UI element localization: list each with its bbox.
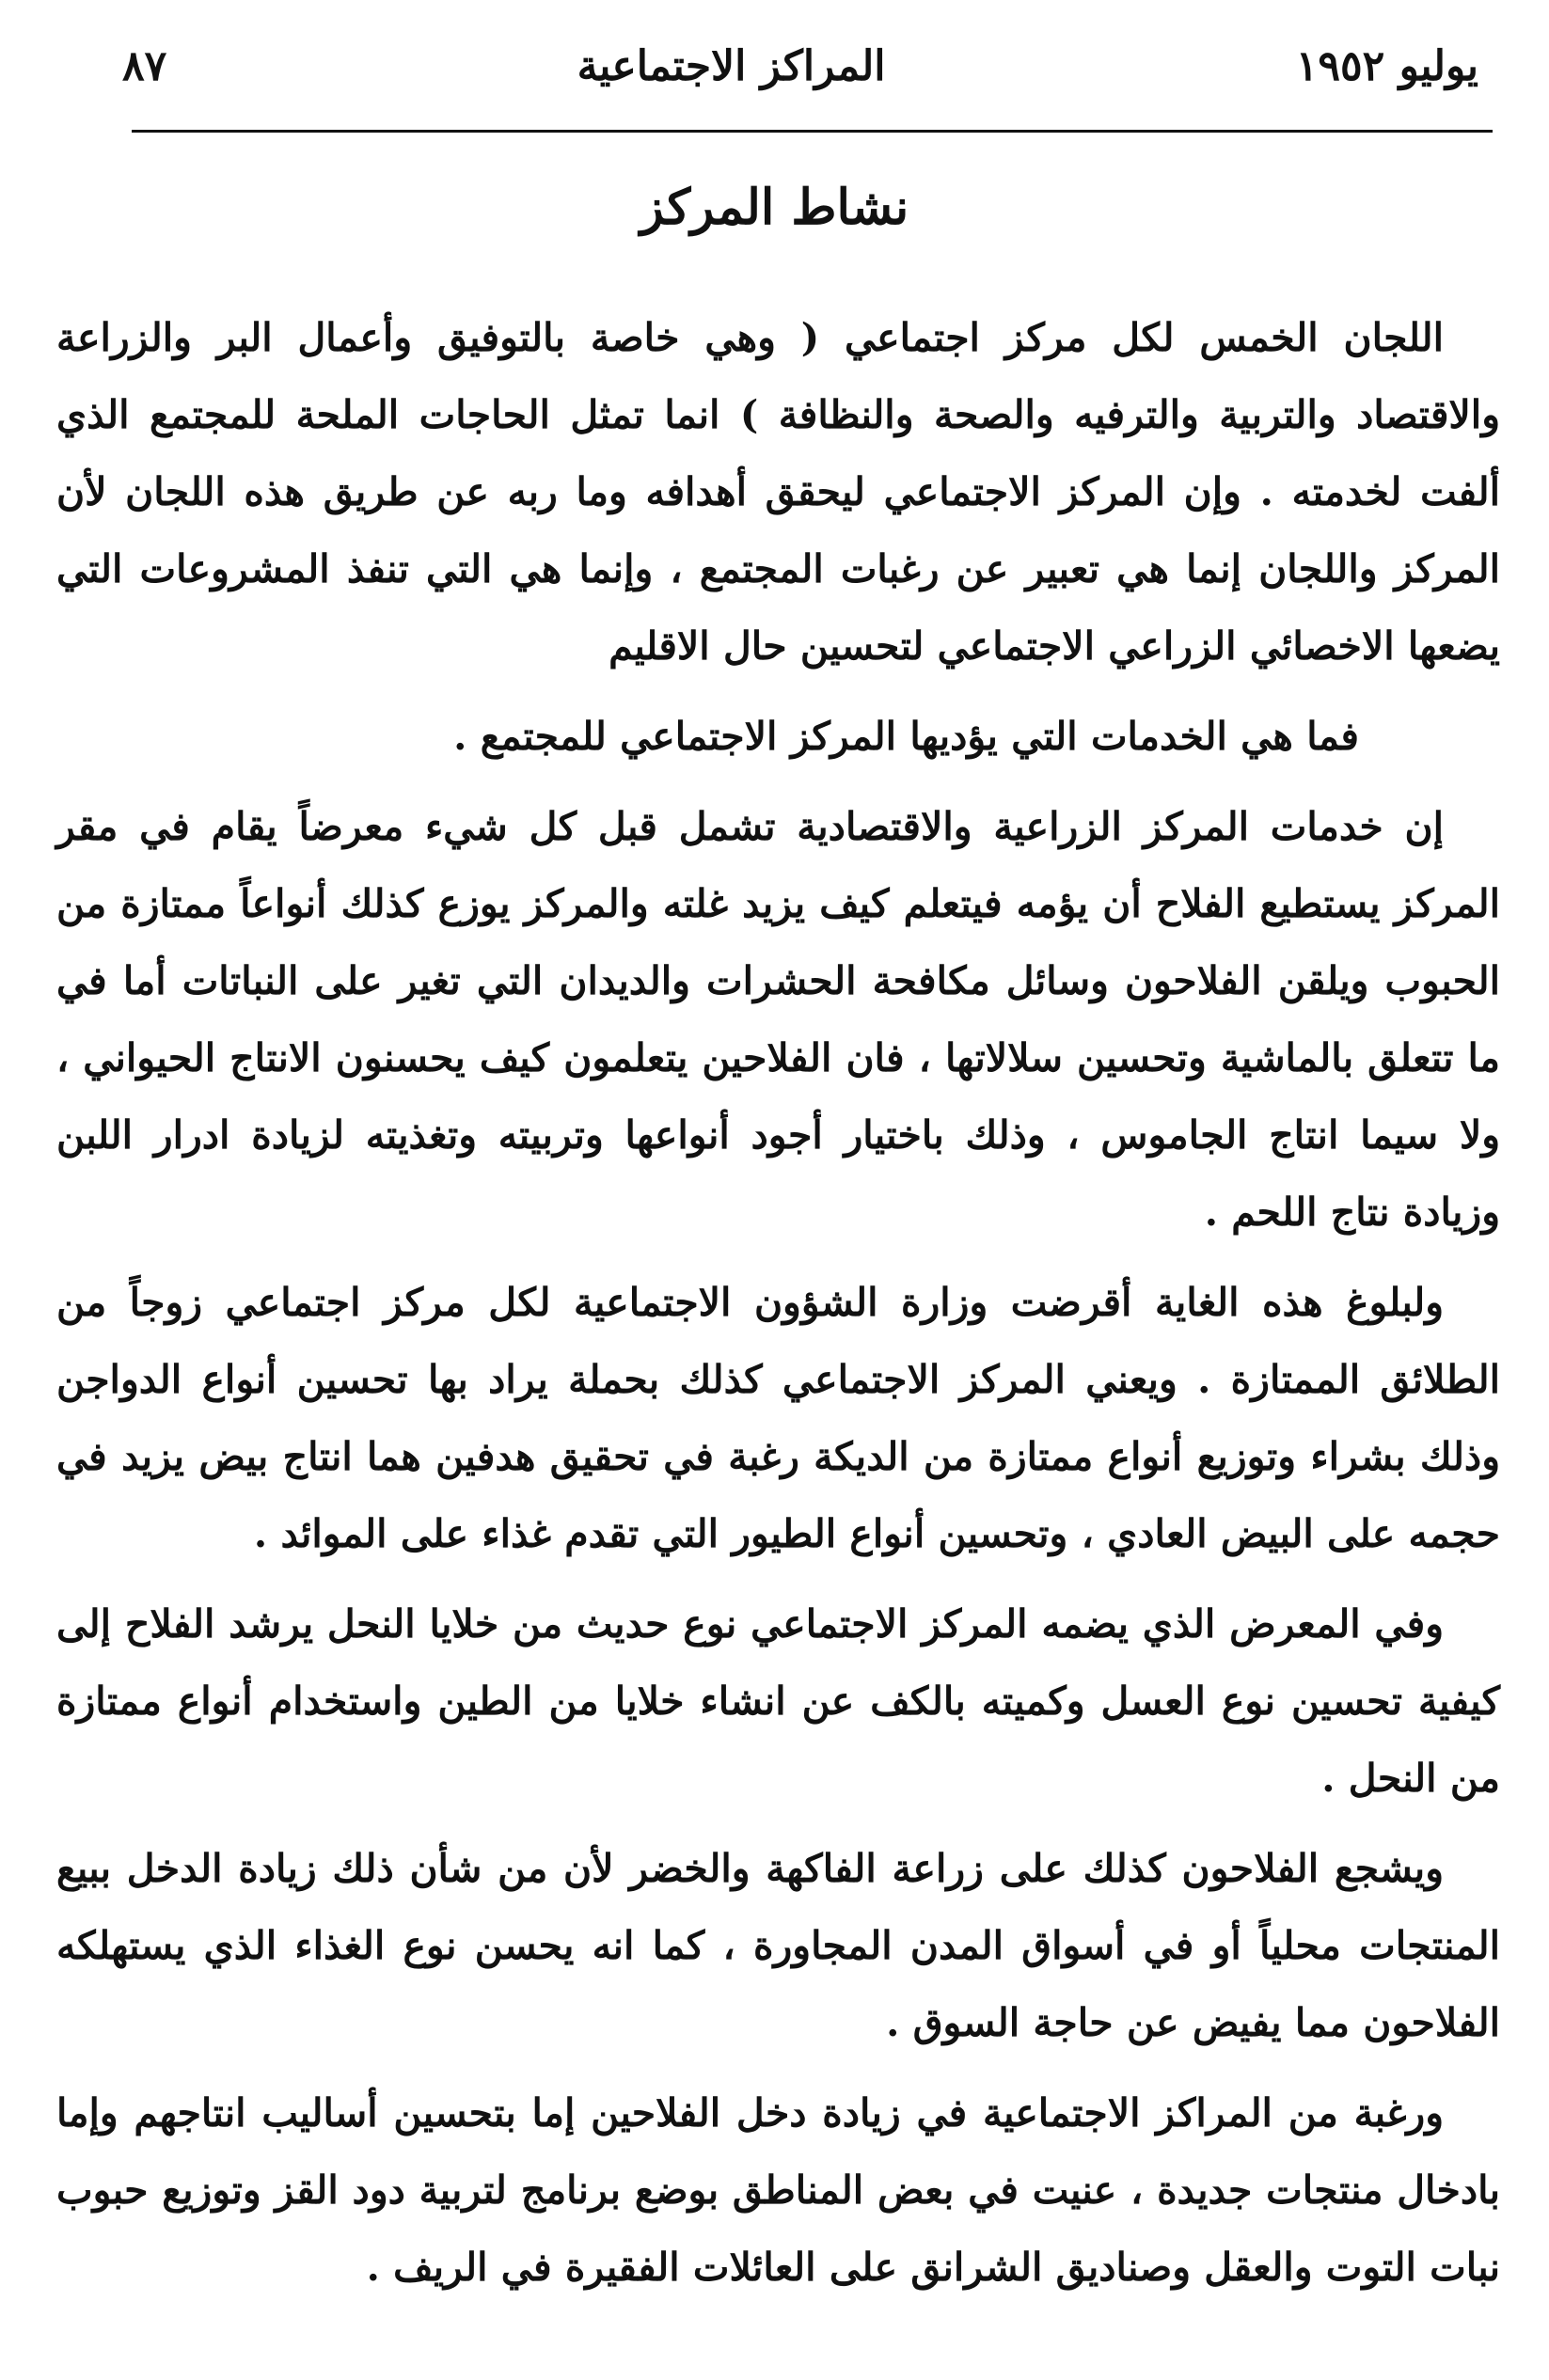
page-number: ٨٧ xyxy=(122,41,167,90)
paragraph-fruit-vegetables: ويشجع الفلاحون كذلك على زراعة الفاكهة والخضر لأن من شأن ذلك زيادة الدخل ببيع المنتجات محلياً أو في أسواق المدن المجاورة ، كما انه يحسن نوع الغذاء الذي يستهلكه الفلاحون مما يفيض عن حاجة السوق . xyxy=(56,1846,1500,2045)
section-title: نشاط المركز xyxy=(640,179,909,236)
header-title: المراكز الاجتماعية xyxy=(577,41,886,90)
header-date: يوليو ١٩٥٢ xyxy=(1295,41,1478,90)
paragraph-agricultural-services: إن خدمات المركز الزراعية والاقتصادية تشمل قبل كل شيء معرضاً يقام في مقر المركز يستطيع الفلاح أن يؤمه فيتعلم كيف يزيد غلته والمركز يوزع كذلك أنواعاً ممتازة من الحبوب ويلقن الفلاحون وسائل مكافحة الحشرات والديدان التي تغير على النباتات أما في ما تتعلق بالماشية وتحسين سلالاتها ، فان الفلاحين يتعلمون كيف يحسنون الانتاج الحيواني ، ولا سيما انتاج الجاموس ، وذلك باختيار أجود أنواعها وتربيته وتغذيته لزيادة ادرار اللبن وزيادة نتاج اللحم . xyxy=(56,804,1500,1235)
running-header xyxy=(122,28,1478,103)
paragraph-poultry: ولبلوغ هذه الغاية أقرضت وزارة الشؤون الاجتماعية لكل مركز اجتماعي زوجاً من الطلائق الممتازة . ويعني المركز الاجتماعي كذلك بحملة يراد بها تحسين أنواع الدواجن وذلك بشراء وتوزيع أنواع ممتازة من الديكة رغبة في تحقيق هدفين هما انتاج بيض يزيد في حجمه على البيض العادي ، وتحسين أنواع الطيور التي تقدم غذاء على الموائد . xyxy=(56,1280,1500,1556)
header-divider xyxy=(132,130,1493,133)
paragraph-beekeeping: وفي المعرض الذي يضمه المركز الاجتماعي نوع حديث من خلايا النحل يرشد الفلاح إلى كيفية تحسين نوع العسل وكميته بالكف عن انشاء خلايا من الطين واستخدام أنواع ممتازة من النحل . xyxy=(56,1601,1500,1801)
paragraph-committees: اللجان الخمس لكل مركز اجتماعي ( وهي خاصة بالتوفيق وأعمال البر والزراعة والاقتصاد والتربية والترفيه والصحة والنظافة ) انما تمثل الحاجات الملحة للمجتمع الذي ألفت لخدمته . وإن المركز الاجتماعي ليحقق أهدافه وما ربه عن طريق هذه اللجان لأن المركز واللجان إنما هي تعبير عن رغبات المجتمع ، وإنما هي التي تنفذ المشروعات التي يضعها الاخصائي الزراعي الاجتماعي لتحسين حال الاقليم xyxy=(56,315,1500,669)
paragraph-silkworm: ورغبة من المراكز الاجتماعية في زيادة دخل الفلاحين إما بتحسين أساليب انتاجهم وإما بادخال منتجات جديدة ، عنيت في بعض المناطق بوضع برنامج لتربية دود القز وتوزيع حبوب نبات التوت والعقل وصناديق الشرانق على العائلات الفقيرة في الريف . xyxy=(56,2090,1500,2290)
paragraph-services-question: فما هي الخدمات التي يؤديها المركز الاجتماعي للمجتمع . xyxy=(453,714,1359,759)
body-text xyxy=(56,299,1500,2319)
